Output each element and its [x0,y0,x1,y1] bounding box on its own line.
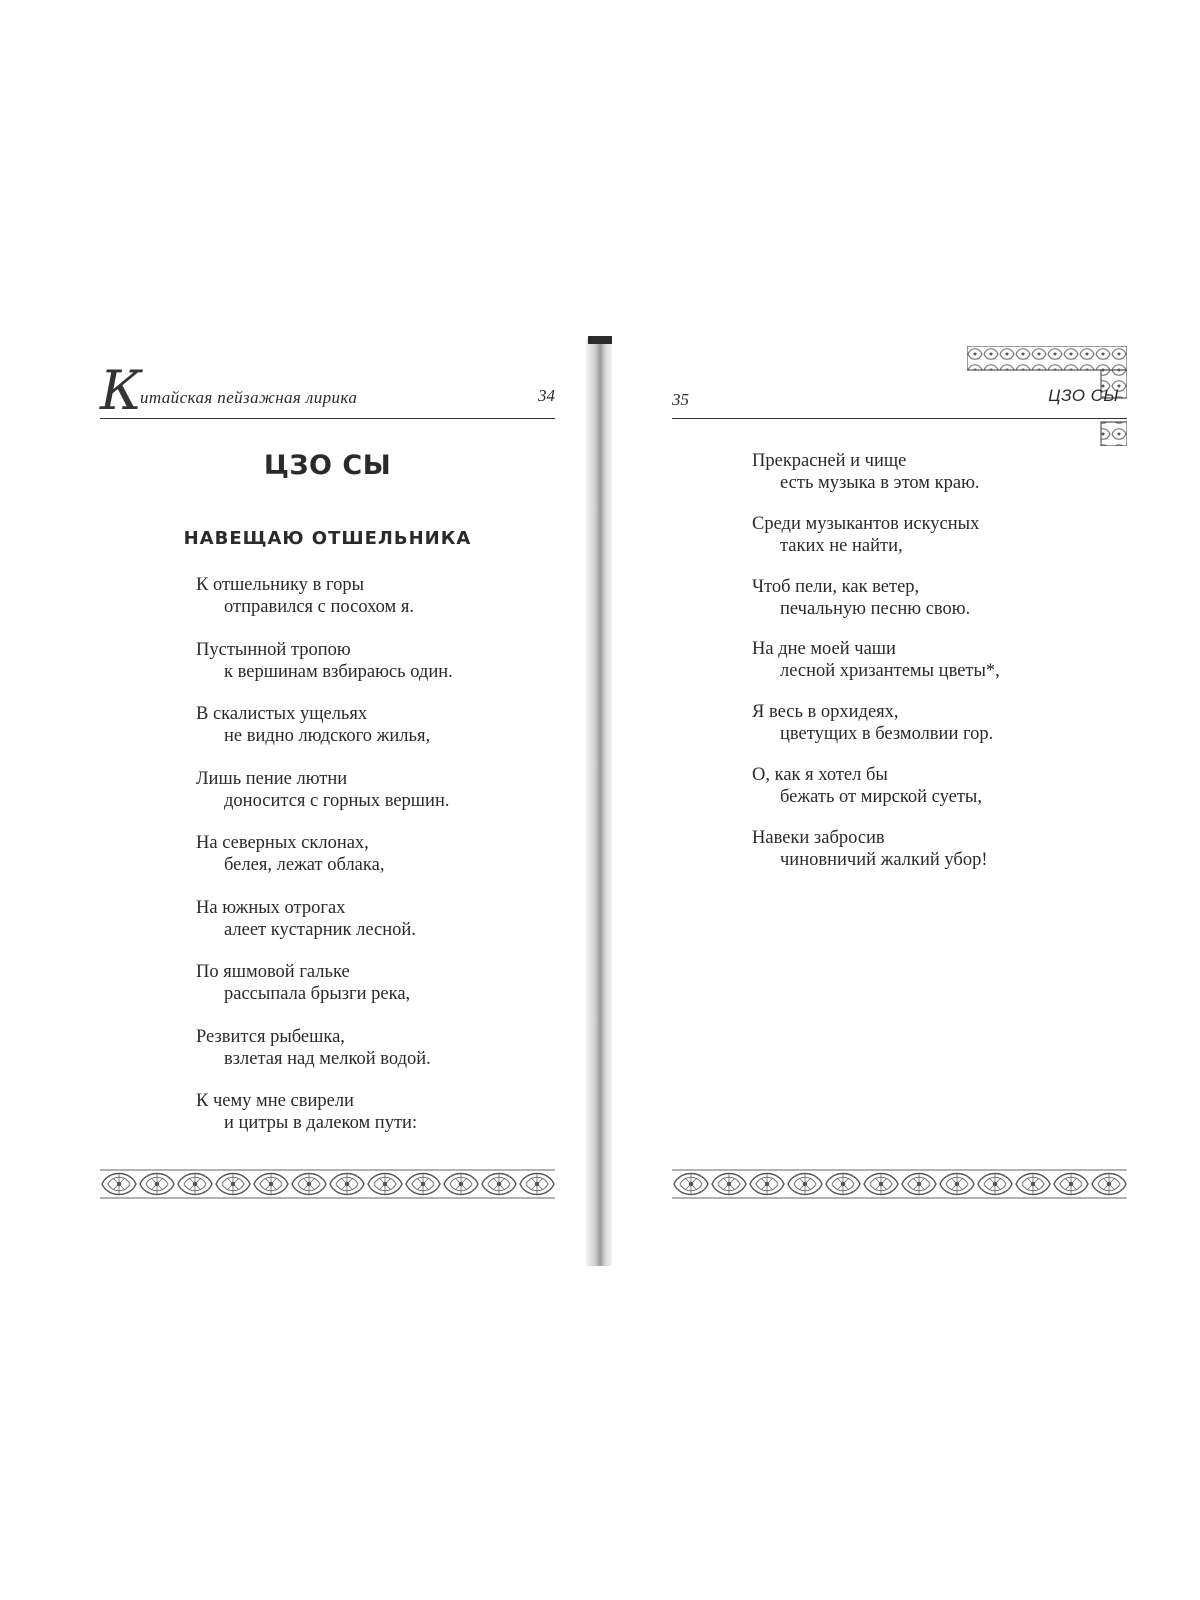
author-heading: ЦЗО СЫ [263,450,392,481]
verse-line: алеет кустарник лесной. [224,919,416,940]
verse-line: взлетая над мелкой водой. [224,1048,431,1069]
verse-line: рассыпала брызги река, [224,984,411,1004]
verse-line: чиновничий жалкий убор! [780,849,988,870]
verse-line: не видно людского жилья, [224,726,431,746]
stanza [100,1090,555,1155]
verse-line: Среди музыкантов искусных [752,513,980,534]
page-number: 35 [672,390,689,409]
poem-text [100,574,555,1155]
decorative-initial: К [100,359,142,422]
author-running-title: ЦЗО СЫ [1048,386,1119,405]
book-title: итайская пейзажная лирика [140,388,358,407]
verse-line: Прекрасней и чище [752,451,907,471]
verse-line: и цитры в далеком пути: [224,1113,418,1133]
stanza [672,638,1127,701]
verse-line: цветущих в безмолвии гор. [780,724,994,745]
verse-line: печальную песню свою. [780,598,971,619]
right-page [672,340,1127,1270]
stanza [100,832,555,897]
stanza [100,1026,555,1091]
verse-line: бежать от мирской суеты, [780,786,982,807]
stanza [100,703,555,768]
running-header-left [100,359,555,422]
verse-line: На северных склонах, [196,833,369,853]
stanza [672,576,1127,639]
stanza [672,701,1127,764]
book-spine [586,338,612,1266]
verse-line: Пустынной тропою [196,639,351,660]
verse-line: Резвится рыбешка, [196,1026,345,1047]
left-page [100,340,555,1270]
page-number: 34 [538,386,555,405]
stanza [100,897,555,962]
running-header-right [672,370,1127,419]
book-spine-edge [588,336,612,344]
verse-line: На дне моей чаши [752,639,896,660]
stanza [672,513,1127,576]
stanza [100,639,555,704]
verse-line: К чему мне свирели [196,1091,354,1111]
ornamental-band-right [672,1168,1127,1200]
verse-line: таких не найти, [780,535,903,556]
stanza [100,574,555,639]
verse-line: На южных отрогах [196,897,346,918]
stanza [672,450,1127,513]
ornamental-band-left [100,1168,555,1200]
verse-line: По яшмовой гальке [196,962,350,982]
verse-line: О, как я хотел бы [752,764,888,785]
verse-line: В скалистых ущельях [196,704,368,724]
verse-line: Я весь в орхидеях, [752,702,899,723]
verse-line: Лишь пение лютни [196,768,348,789]
verse-line: лесной хризантемы цветы*, [780,661,1000,682]
verse-line: к вершинам взбираюсь один. [224,661,453,682]
stanza [100,961,555,1026]
verse-line: белея, лежат облака, [224,855,385,875]
verse-line: К отшельнику в горы [196,575,364,595]
verse-line: есть музыка в этом краю. [780,473,980,493]
stanza [100,768,555,833]
verse-line: доносится с горных вершин. [224,790,450,811]
verse-line: Навеки забросив [752,827,885,848]
verse-line: отправился с посохом я. [224,597,415,617]
stanza [672,827,1127,890]
poem-text-continued [672,450,1127,890]
stanza [672,764,1127,827]
verse-line: Чтоб пели, как ветер, [752,576,920,597]
poem-title: НАВЕЩАЮ ОТШЕЛЬНИКА [183,528,472,549]
